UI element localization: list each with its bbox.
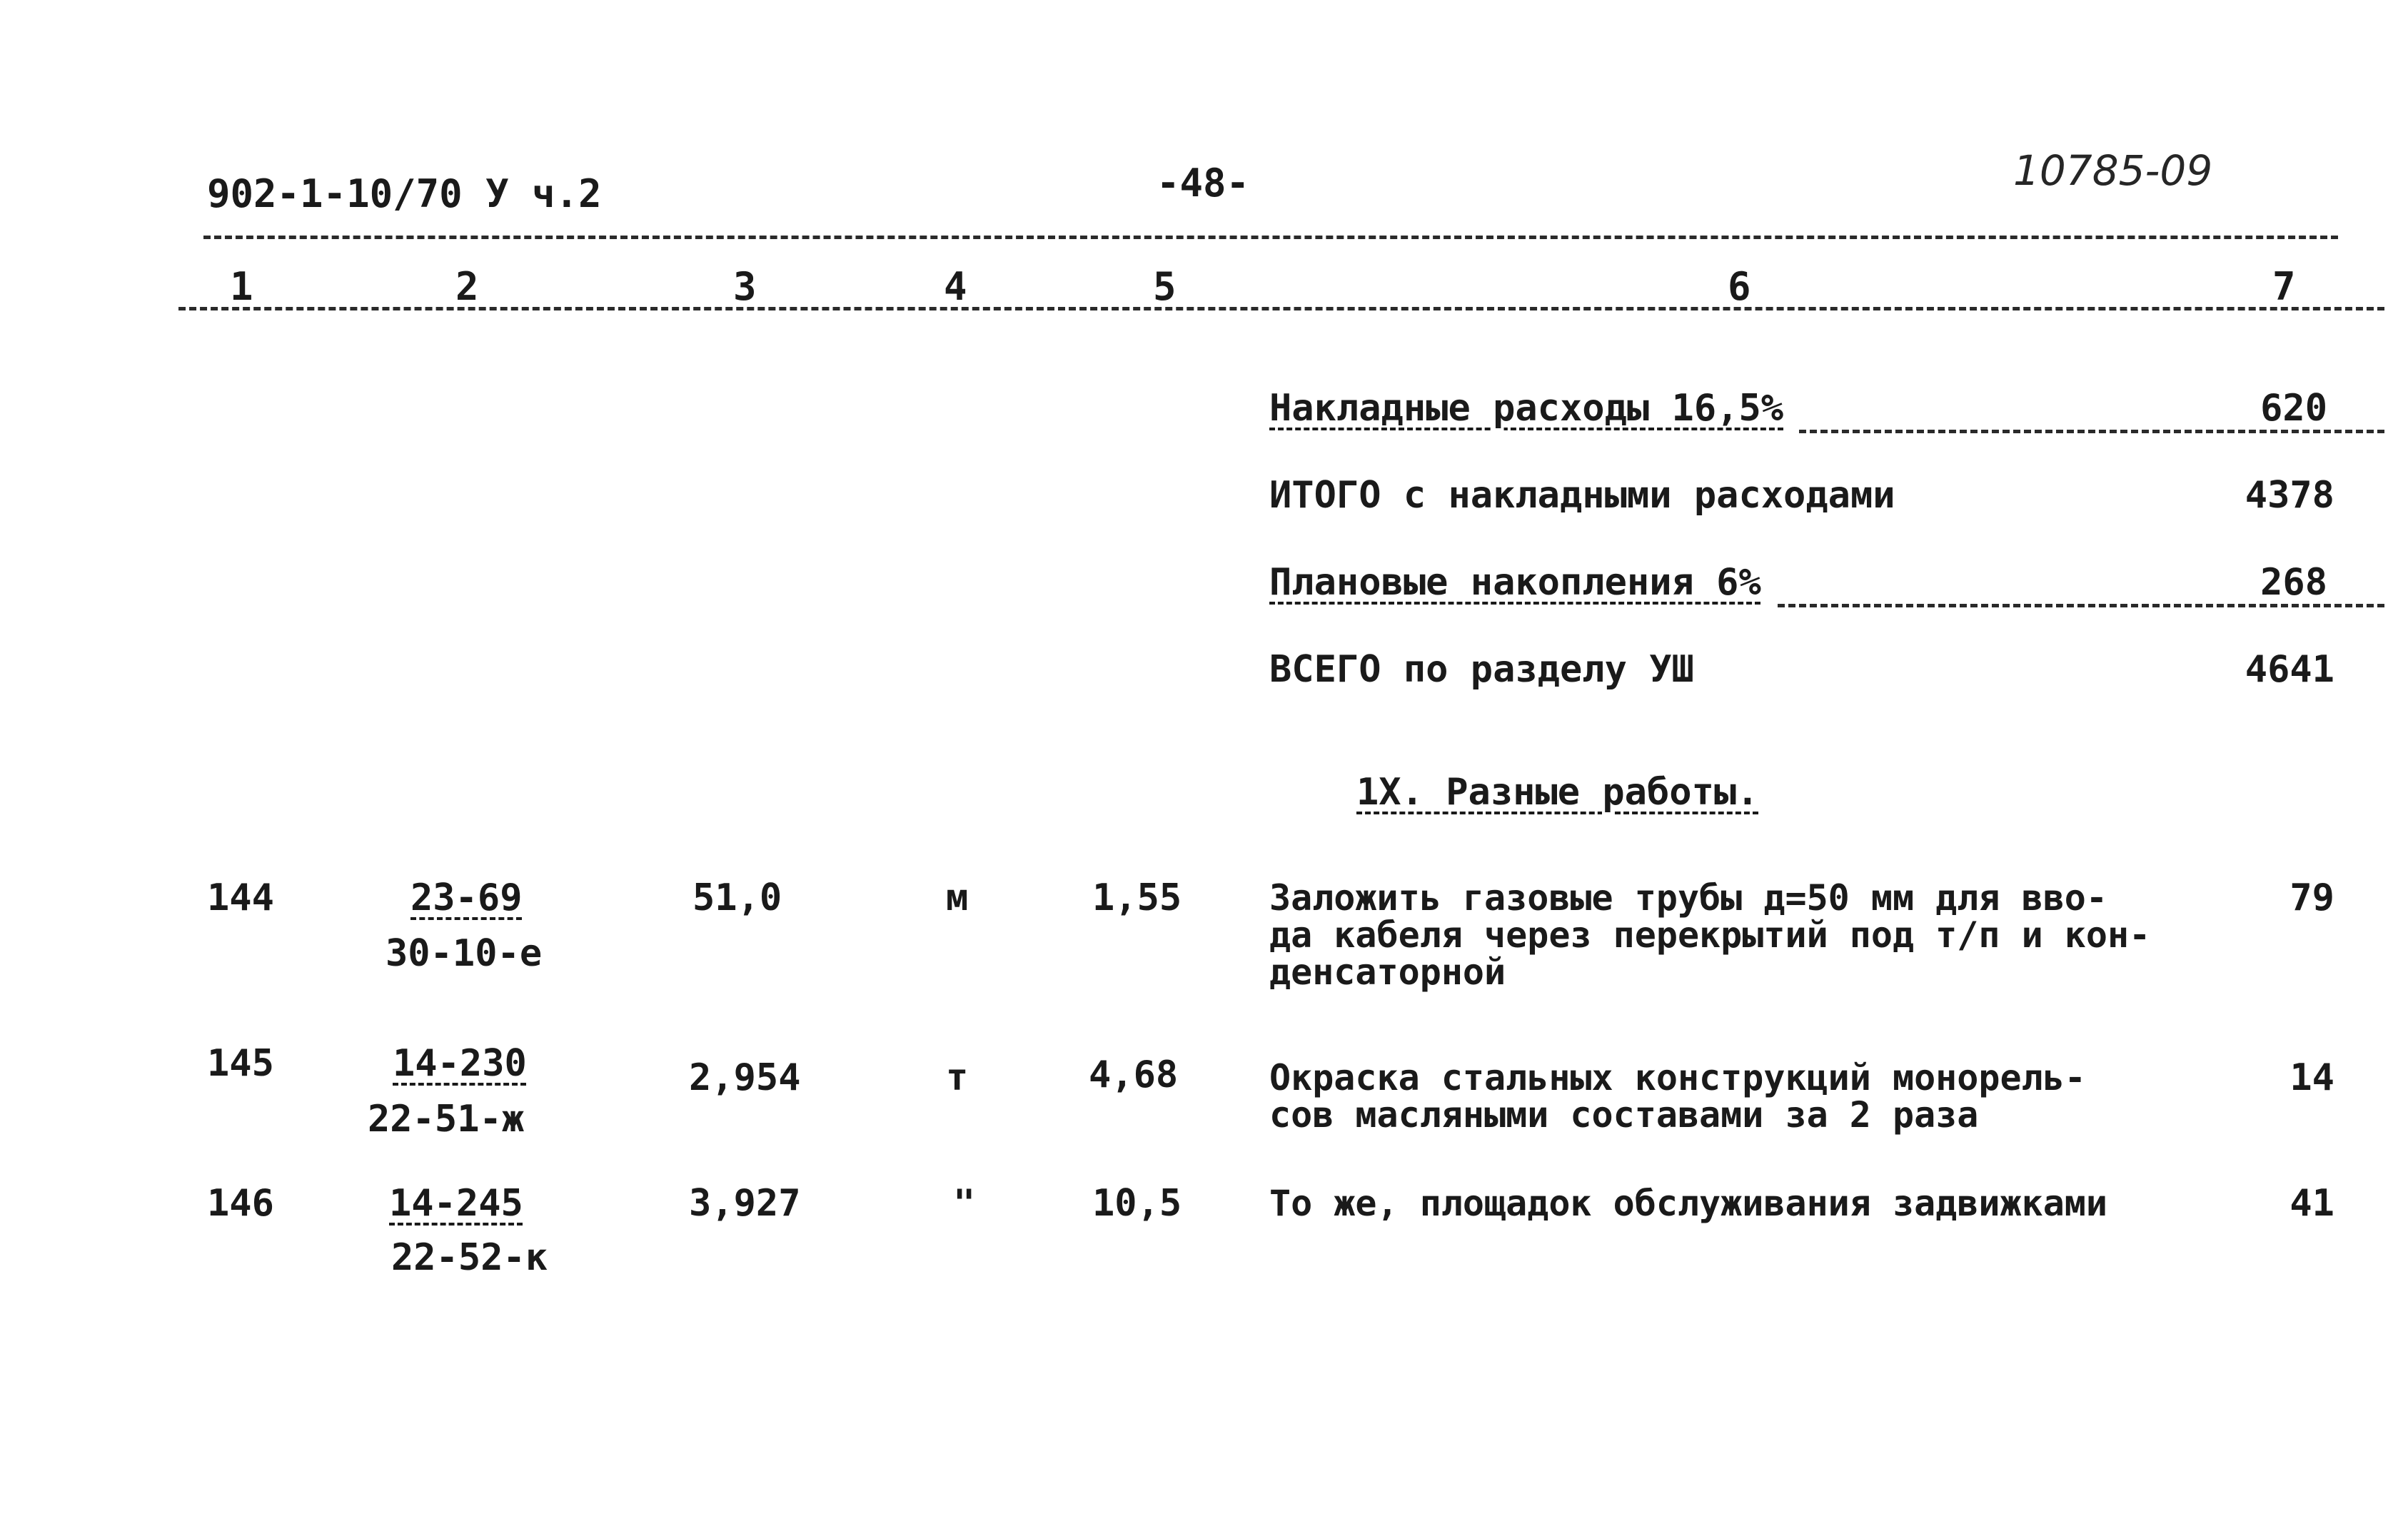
summary-label-planned-savings: Плановые накопления 6%	[1269, 561, 1761, 604]
row-number: 145	[207, 1042, 274, 1085]
document-code: 902-1-10/70 У ч.2	[207, 171, 602, 216]
unit-price: 1,55	[1092, 876, 1182, 919]
col-num-4: 4	[944, 264, 967, 309]
header-rule	[203, 236, 2338, 239]
quantity: 2,954	[689, 1056, 801, 1099]
row-number: 144	[207, 876, 274, 919]
summary-value-planned-savings: 268	[2260, 561, 2327, 604]
work-description: Заложить газовые трубы д=50 мм для вво- да кабеля через перекрытий под т/п и кон- денсаторной	[1269, 877, 2151, 993]
row-number: 146	[207, 1182, 274, 1225]
summary-label-section-total: ВСЕГО по разделу УШ	[1269, 648, 1694, 691]
section-title: 1Х. Разные работы.	[1356, 771, 1759, 814]
total-amount: 41	[2289, 1182, 2334, 1225]
col-num-5: 5	[1153, 264, 1177, 309]
column-number-rule	[178, 307, 2384, 310]
unit: т	[946, 1056, 969, 1099]
summary-leader-line	[1799, 430, 2384, 433]
summary-value-total-with-overhead: 4378	[2245, 474, 2334, 517]
summary-value-overhead: 620	[2260, 387, 2327, 430]
work-description: То же, площадок обслуживания задвижками	[1269, 1183, 2107, 1224]
col-num-3: 3	[733, 264, 757, 309]
rate-code-bottom: 22-52-к	[391, 1236, 548, 1279]
rate-code-top: 23-69	[410, 876, 523, 919]
unit-price: 10,5	[1092, 1182, 1182, 1225]
quantity: 3,927	[689, 1182, 801, 1225]
rate-code-bottom: 22-51-ж	[368, 1098, 525, 1141]
unit-price: 4,68	[1089, 1053, 1179, 1096]
summary-label-overhead: Накладные расходы 16,5%	[1269, 387, 1784, 430]
unit: м	[946, 876, 969, 919]
summary-label-total-with-overhead: ИТОГО с накладными расходами	[1269, 474, 1895, 517]
summary-leader-line	[1778, 604, 2384, 607]
col-num-7: 7	[2272, 264, 2296, 309]
col-num-6: 6	[1728, 264, 1751, 309]
rate-code-top: 14-230	[393, 1042, 527, 1085]
col-num-1: 1	[230, 264, 253, 309]
work-description: Окраска стальных конструкций монорель- сов масляными составами за 2 раза	[1269, 1057, 2086, 1136]
total-amount: 14	[2289, 1056, 2334, 1099]
unit: "	[953, 1182, 976, 1225]
summary-value-section-total: 4641	[2245, 648, 2334, 691]
rate-code-top: 14-245	[389, 1182, 523, 1225]
archive-stamp: 10785-09	[2013, 146, 2213, 195]
col-num-2: 2	[455, 264, 479, 309]
rate-code-bottom: 30-10-е	[386, 932, 543, 975]
page-number: -48-	[1157, 161, 1250, 206]
total-amount: 79	[2289, 876, 2334, 919]
quantity: 51,0	[692, 876, 782, 919]
